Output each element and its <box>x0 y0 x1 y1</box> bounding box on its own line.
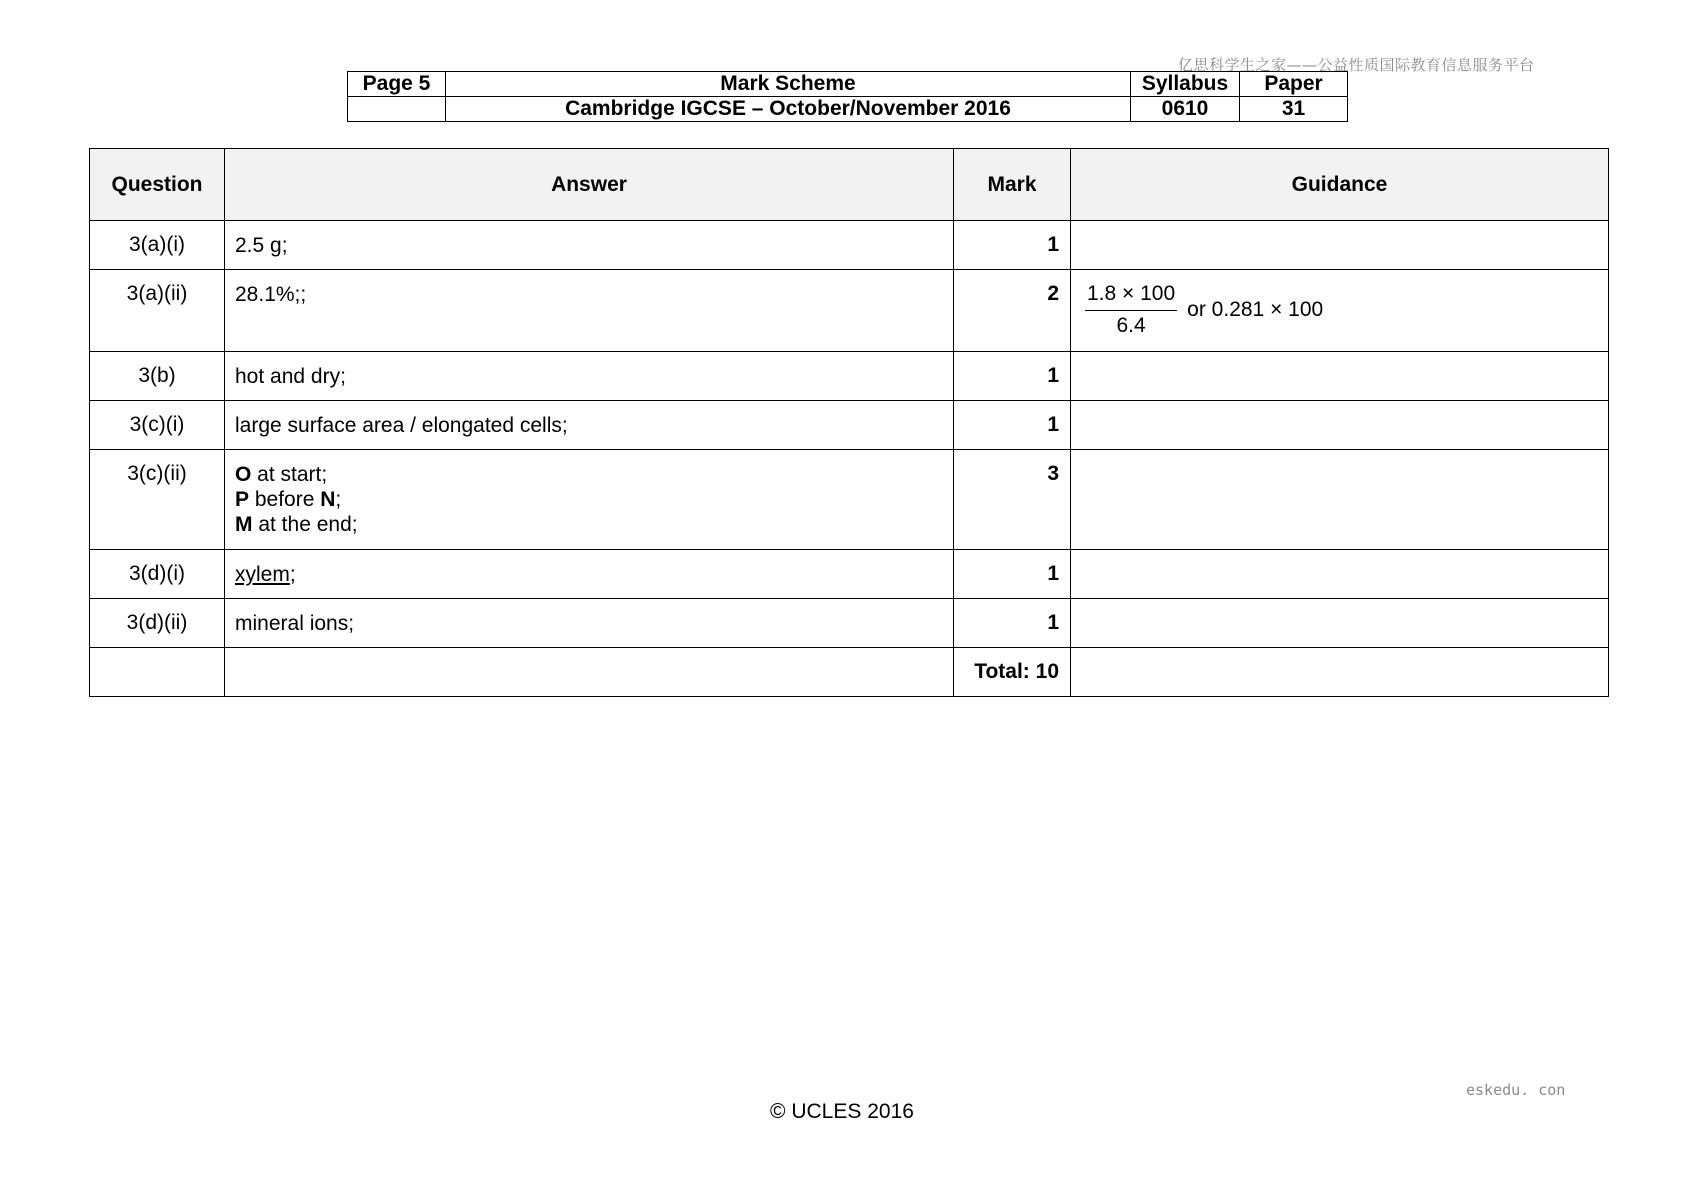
guidance-cell <box>1071 550 1609 599</box>
question-cell: 3(a)(i) <box>90 221 225 270</box>
guidance-alternative: or 0.281 × 100 <box>1187 298 1324 321</box>
column-header-answer: Answer <box>225 149 954 221</box>
watermark-top: 亿思科学生之家——公益性质国际教育信息服务平台 <box>1178 56 1535 74</box>
fraction <box>1085 282 1177 338</box>
table-row <box>90 550 1609 599</box>
question-cell: 3(d)(i) <box>90 550 225 599</box>
total-mark-cell: Total: 10 <box>954 648 1071 697</box>
paper-number: 31 <box>1240 97 1348 122</box>
guidance-cell <box>1071 648 1609 697</box>
answer-cell <box>225 648 954 697</box>
watermark-bottom: eskedu. con <box>1466 1081 1566 1099</box>
answer-cell: xylem; <box>225 550 954 599</box>
guidance-cell <box>1071 599 1609 648</box>
guidance-cell <box>1071 401 1609 450</box>
mark-scheme-table <box>89 148 1609 697</box>
answer-cell: 2.5 g; <box>225 221 954 270</box>
fraction-numerator: 1.8 × 100 <box>1085 282 1177 311</box>
question-cell: 3(d)(ii) <box>90 599 225 648</box>
mark-cell: 1 <box>954 401 1071 450</box>
question-cell: 3(c)(ii) <box>90 450 225 550</box>
guidance-cell <box>1071 221 1609 270</box>
guidance-cell <box>1071 270 1609 352</box>
answer-cell: 28.1%;; <box>225 270 954 352</box>
column-header-question: Question <box>90 149 225 221</box>
table-header-row <box>90 149 1609 221</box>
column-header-guidance: Guidance <box>1071 149 1609 221</box>
mark-cell: 2 <box>954 270 1071 352</box>
fraction-denominator: 6.4 <box>1116 314 1146 337</box>
table-row <box>90 270 1609 352</box>
mark-cell: 1 <box>954 550 1071 599</box>
answer-line: M at the end; <box>235 513 358 536</box>
answer-cell: hot and dry; <box>225 352 954 401</box>
syllabus-label: Syllabus <box>1131 72 1240 97</box>
question-cell: 3(c)(i) <box>90 401 225 450</box>
mark-cell: 1 <box>954 352 1071 401</box>
answer-cell: large surface area / elongated cells; <box>225 401 954 450</box>
question-cell: 3(b) <box>90 352 225 401</box>
guidance-cell <box>1071 450 1609 550</box>
table-row <box>90 450 1609 550</box>
page-number: Page 5 <box>348 72 446 97</box>
document-title: Mark Scheme <box>446 72 1131 97</box>
empty-cell <box>348 97 446 122</box>
mark-cell: 3 <box>954 450 1071 550</box>
syllabus-code: 0610 <box>1131 97 1240 122</box>
paper-label: Paper <box>1240 72 1348 97</box>
table-row <box>90 401 1609 450</box>
column-header-mark: Mark <box>954 149 1071 221</box>
table-row <box>90 221 1609 270</box>
answer-line: O at start; <box>235 463 328 486</box>
table-row <box>90 352 1609 401</box>
mark-cell: 1 <box>954 599 1071 648</box>
mark-cell: 1 <box>954 221 1071 270</box>
answer-line: P before N; <box>235 488 342 511</box>
table-row <box>90 599 1609 648</box>
copyright-footer: © UCLES 2016 <box>770 1100 914 1123</box>
page-header-table <box>347 71 1348 122</box>
guidance-cell <box>1071 352 1609 401</box>
table-row-total <box>90 648 1609 697</box>
question-cell: 3(a)(ii) <box>90 270 225 352</box>
question-cell <box>90 648 225 697</box>
document-subtitle: Cambridge IGCSE – October/November 2016 <box>446 97 1131 122</box>
answer-cell <box>225 450 954 550</box>
answer-cell: mineral ions; <box>225 599 954 648</box>
